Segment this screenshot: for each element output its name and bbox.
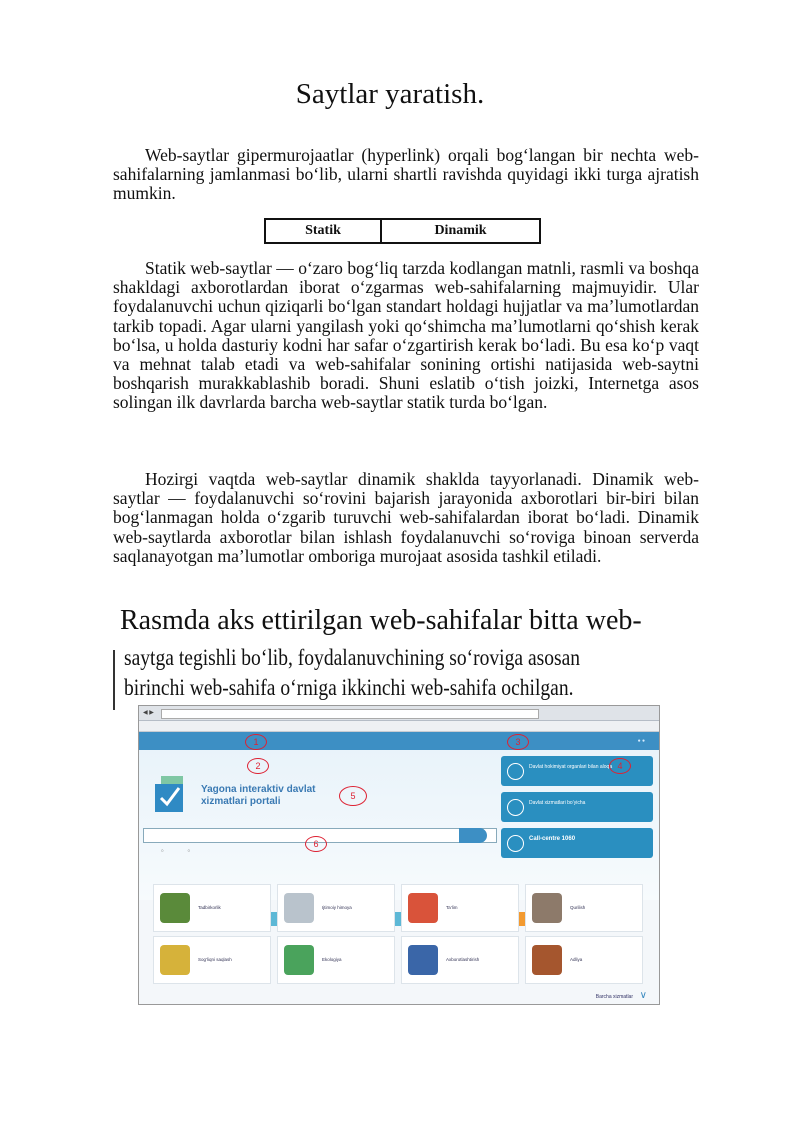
- service-cell: [153, 884, 271, 932]
- service-label: Ta’lim: [446, 905, 458, 910]
- marker-4: 4: [609, 758, 631, 774]
- search-options: ○ ○: [161, 848, 191, 853]
- service-icon: [284, 945, 314, 975]
- more-services-link: Barcha xizmatlar: [595, 994, 633, 1000]
- margin-bar: [113, 650, 115, 710]
- marker-3: 3: [507, 734, 529, 750]
- portal-screenshot: [138, 705, 660, 1005]
- service-label: Sog‘liqni saqlash: [198, 957, 232, 962]
- service-icon: [408, 945, 438, 975]
- service-cell: [401, 884, 519, 932]
- portal-header: [139, 750, 659, 900]
- address-bar: [161, 709, 539, 719]
- building-icon: [507, 763, 524, 780]
- page-title: Saytlar yaratish.: [295, 78, 485, 110]
- portal-title-line-1: Yagona interaktiv davlat: [201, 784, 316, 795]
- user-icon: ● ●: [637, 738, 645, 744]
- service-cell: [277, 936, 395, 984]
- portal-title: [201, 784, 316, 808]
- marker-1: 1: [245, 734, 267, 750]
- service-label: Adliya: [570, 957, 583, 962]
- service-cell: [277, 884, 395, 932]
- panel-b-label: Davlat xizmatlari bo‘yicha: [529, 800, 586, 806]
- panel-a-label: Davlat hokimiyat organlari bilan aloqa: [529, 764, 613, 770]
- service-icon: [284, 893, 314, 923]
- service-icon: [532, 893, 562, 923]
- caption-line-2: saytga tegishli bo‘lib, foydalanuvchining so‘roviga asosan: [124, 645, 581, 670]
- service-icon: [160, 945, 190, 975]
- panel-services: [501, 792, 653, 822]
- service-label: Qurilish: [570, 905, 586, 910]
- browser-toolbar: [139, 706, 659, 721]
- service-label: Ijtimoiy himoya: [322, 905, 352, 910]
- service-cell: [525, 936, 643, 984]
- intro-paragraph: Web-saytlar gipermurojaatlar (hyperlink) orqali bog‘langan bir nechta web-sahifalarning jamlanmasi bo‘lib, ularni shartli ravishda quyidagi ikki turga ajratish mumkin.: [113, 145, 699, 204]
- portal-logo-icon: [155, 776, 191, 812]
- service-icon: [160, 893, 190, 923]
- bookmarks-bar: [139, 721, 659, 732]
- phone-icon: [507, 835, 524, 852]
- service-label: Tadbirkorlik: [198, 905, 221, 910]
- panel-call-centre: [501, 828, 653, 858]
- site-types-table: [264, 218, 541, 244]
- static-cell: Statik: [265, 219, 381, 243]
- service-label: Axborotlashtirish: [446, 957, 480, 962]
- portal-title-line-2: xizmatlari portali: [201, 796, 281, 807]
- service-cell: [525, 884, 643, 932]
- marker-5: 5: [339, 786, 367, 806]
- dynamic-cell: Dinamik: [381, 219, 540, 243]
- caption-line-1: Rasmda aks ettirilgan web-sahifalar bitta web-: [120, 605, 642, 636]
- panel-authorities: [501, 756, 653, 786]
- service-label: Ekologiya: [322, 957, 342, 962]
- marker-6: 6: [305, 836, 327, 852]
- chevron-down-icon: ∨: [639, 990, 647, 1001]
- back-icon: ◀ ▶: [143, 710, 154, 716]
- static-paragraph: Statik web-saytlar — o‘zaro bog‘liq tarzda kodlangan matnli, rasmli va boshqa shakldagi axborotlardan iborat o‘zgarmas web-sahifalarning majmuyidir. Ular foydalanuvchi uchun qiziqarli bo‘lgan standart holdagi hujjatlar va ma’lumotlardan tarkib topadi. Agar ularni yangilash yoki qo‘shimcha ma’lumotlarni qo‘shish kerak bo‘lsa, u holda dasturiy kodni har safar o‘zgartirish kerak bo‘ladi. Bu esa ko‘p vaqt va mehnat talab etadi va web-sahifalar sonining ortishi natijasida web-saytni boshqarish murakkablashib boradi. Shuni eslatib o‘tish joizki, Internetga asos solingan ilk davrlarda barcha web-saytlar statik turda bo‘lgan.: [113, 258, 699, 413]
- marker-2: 2: [247, 758, 269, 774]
- service-icon: [408, 893, 438, 923]
- dynamic-paragraph: Hozirgi vaqtda web-saytlar dinamik shaklda tayyorlanadi. Dinamik web-saytlar — foydalanuvchi so‘rovini bajarish jarayonida axborotlari bir-biri bilan bog‘lanmagan holda o‘zgarib turuvchi web-sahifalardan iborat bo‘ladi. Dinamik web-saytlarda axborotlar bilan ishlash foydalanuvchi so‘roviga binoan serverda saqlanayotgan ma’lumotlar omboriga murojaat asosida tashkil etiladi.: [113, 469, 699, 566]
- service-cell: [153, 936, 271, 984]
- people-icon: [507, 799, 524, 816]
- caption-line-3: birinchi web-sahifa o‘rniga ikkinchi web-sahifa ochilgan.: [124, 675, 574, 700]
- service-icon: [532, 945, 562, 975]
- panel-c-label: Call-centre 1060: [529, 836, 576, 842]
- portal-topnav: [139, 732, 659, 750]
- service-cell: [401, 936, 519, 984]
- search-icon: [459, 828, 487, 843]
